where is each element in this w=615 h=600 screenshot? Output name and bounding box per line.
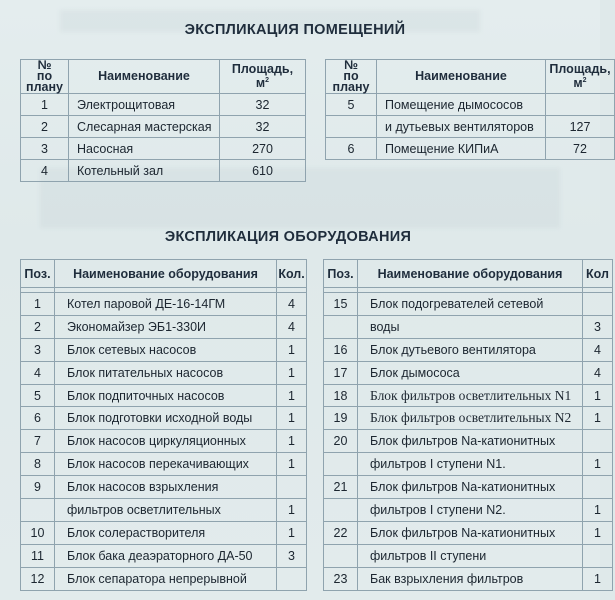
equipment-quantity <box>277 476 307 499</box>
equipment-quantity: 1 <box>583 407 613 430</box>
table-row <box>324 315 613 338</box>
equipment-position: 15 <box>324 293 358 316</box>
room-number: 4 <box>21 160 69 182</box>
room-name: Котельный зал <box>69 160 220 182</box>
room-number: 6 <box>326 138 377 160</box>
equipment-name: Блок питательных насосов <box>55 361 277 384</box>
table-row <box>21 293 307 316</box>
equipment-name: Блок подогревателей сетевой <box>358 293 583 316</box>
equipment-position <box>324 453 358 476</box>
equipment-position: 12 <box>21 567 55 590</box>
equipment-name: Блок фильтров Na-катионитных <box>358 476 583 499</box>
table-row <box>324 430 613 453</box>
room-name: Слесарная мастерская <box>69 116 220 138</box>
equipment-quantity: 1 <box>277 430 307 453</box>
equipment-position: 19 <box>324 407 358 430</box>
equipment-position <box>21 499 55 522</box>
equipment-name: Блок дымососа <box>358 361 583 384</box>
room-number <box>326 116 377 138</box>
table-row <box>324 499 613 522</box>
equipment-position: 5 <box>21 384 55 407</box>
table-header-row <box>21 260 307 288</box>
room-area: 270 <box>220 138 306 160</box>
equipment-position <box>324 499 358 522</box>
table-header-row <box>326 60 615 94</box>
table-row <box>21 430 307 453</box>
equipment-position: 6 <box>21 407 55 430</box>
room-name: и дутьевых вентиляторов <box>377 116 546 138</box>
room-area: 32 <box>220 116 306 138</box>
equipment-quantity: 1 <box>277 499 307 522</box>
equipment-position: 23 <box>324 567 358 590</box>
equipment-quantity: 3 <box>583 315 613 338</box>
room-name: Электрощитовая <box>69 94 220 116</box>
equipment-name: фильтров II ступени <box>358 544 583 567</box>
equipment-position: 18 <box>324 384 358 407</box>
table-row <box>324 453 613 476</box>
equipment-position: 3 <box>21 338 55 361</box>
equipment-name: Блок фильтров осветлительных N1 <box>358 384 583 407</box>
equipment-title: ЭКСПЛИКАЦИЯ ОБОРУДОВАНИЯ <box>164 229 412 245</box>
equipment-quantity: 1 <box>583 384 613 407</box>
equipment-position: 2 <box>21 315 55 338</box>
table-row <box>21 94 306 116</box>
equipment-table-right <box>323 259 613 591</box>
equipment-quantity <box>583 293 613 316</box>
num-header: № по плану <box>326 60 377 94</box>
equipment-quantity: 1 <box>277 453 307 476</box>
equipment-name: Блок фильтров Na-катионитных <box>358 430 583 453</box>
equipment-table-left <box>20 259 307 591</box>
equipment-position: 9 <box>21 476 55 499</box>
table-row <box>324 338 613 361</box>
num-header: № по плану <box>21 60 69 94</box>
equipment-name: Блок бака деаэраторного ДА-50 <box>55 544 277 567</box>
table-row <box>324 361 613 384</box>
equipment-quantity <box>583 476 613 499</box>
table-row <box>326 138 615 160</box>
room-number: 2 <box>21 116 69 138</box>
table-row <box>21 453 307 476</box>
table-row <box>324 384 613 407</box>
table-row <box>21 499 307 522</box>
equipment-name: Экономайзер ЭБ1-330И <box>55 315 277 338</box>
room-name: Насосная <box>69 138 220 160</box>
equipment-name: Блок насосов взрыхления <box>55 476 277 499</box>
table-row <box>21 384 307 407</box>
equipment-position: 7 <box>21 430 55 453</box>
room-number: 5 <box>326 94 377 116</box>
table-row <box>326 116 615 138</box>
equipment-quantity <box>583 430 613 453</box>
table-row <box>21 567 307 590</box>
equipment-position: 8 <box>21 453 55 476</box>
equipment-quantity: 1 <box>583 453 613 476</box>
equipment-quantity: 1 <box>277 361 307 384</box>
table-row <box>324 476 613 499</box>
equipment-quantity: 1 <box>583 521 613 544</box>
equipment-quantity: 4 <box>277 315 307 338</box>
qty-header: Кол <box>583 260 613 288</box>
table-row <box>326 94 615 116</box>
table-row <box>21 521 307 544</box>
equipment-position <box>324 315 358 338</box>
rooms-title: ЭКСПЛИКАЦИЯ ПОМЕЩЕНИЙ <box>184 22 406 38</box>
rooms-table-left <box>20 59 306 182</box>
equipment-quantity: 1 <box>583 499 613 522</box>
equipment-name: Блок насосов перекачивающих <box>55 453 277 476</box>
room-name: Помещение дымососов <box>377 94 546 116</box>
equipment-position: 1 <box>21 293 55 316</box>
equipment-position: 17 <box>324 361 358 384</box>
table-row <box>324 293 613 316</box>
name-header: Наименование <box>377 60 546 94</box>
pos-header: Поз. <box>21 260 55 288</box>
table-row <box>324 544 613 567</box>
equipment-name: Блок подпиточных насосов <box>55 384 277 407</box>
qty-header: Кол. <box>277 260 307 288</box>
equipment-quantity: 1 <box>277 521 307 544</box>
name-header: Наименование <box>69 60 220 94</box>
name-header: Наименование оборудования <box>55 260 277 288</box>
table-row <box>21 315 307 338</box>
equipment-name: фильтров I ступени N2. <box>358 499 583 522</box>
room-name: Помещение КИПиА <box>377 138 546 160</box>
room-number: 3 <box>21 138 69 160</box>
equipment-name: Бак взрыхления фильтров <box>358 567 583 590</box>
pos-header: Поз. <box>324 260 358 288</box>
table-row <box>21 361 307 384</box>
room-number: 1 <box>21 94 69 116</box>
equipment-name: Блок сепаратора непрерывной <box>55 567 277 590</box>
area-header: Площадь, $м^2$ <box>546 60 615 94</box>
equipment-name: Блок фильтров Na-катионитных <box>358 521 583 544</box>
table-header-row <box>324 260 613 288</box>
room-area <box>546 94 615 116</box>
table-header-row <box>21 60 306 94</box>
equipment-quantity: 1 <box>277 407 307 430</box>
equipment-name: Котел паровой ДЕ-16-14ГМ <box>55 293 277 316</box>
equipment-quantity: 1 <box>583 567 613 590</box>
equipment-position: 4 <box>21 361 55 384</box>
room-area: 610 <box>220 160 306 182</box>
equipment-position: 20 <box>324 430 358 453</box>
equipment-name: Блок подготовки исходной воды <box>55 407 277 430</box>
equipment-name: Блок солерастворителя <box>55 521 277 544</box>
equipment-name: фильтров осветлительных <box>55 499 277 522</box>
room-area: 127 <box>546 116 615 138</box>
table-row <box>21 544 307 567</box>
table-row <box>21 160 306 182</box>
equipment-position: 10 <box>21 521 55 544</box>
equipment-name: Блок фильтров осветлительных N2 <box>358 407 583 430</box>
table-row <box>21 407 307 430</box>
equipment-quantity: 1 <box>277 384 307 407</box>
table-row <box>324 567 613 590</box>
equipment-quantity <box>583 544 613 567</box>
equipment-position: 22 <box>324 521 358 544</box>
equipment-position: 16 <box>324 338 358 361</box>
equipment-quantity: 3 <box>277 544 307 567</box>
equipment-position: 11 <box>21 544 55 567</box>
table-row <box>324 407 613 430</box>
equipment-quantity: 4 <box>277 293 307 316</box>
area-header: Площадь, $м^2$ <box>220 60 306 94</box>
equipment-quantity: 4 <box>583 361 613 384</box>
equipment-name: Блок насосов циркуляционных <box>55 430 277 453</box>
table-row <box>21 476 307 499</box>
rooms-table-right <box>325 59 615 160</box>
equipment-quantity: 4 <box>583 338 613 361</box>
room-area: 72 <box>546 138 615 160</box>
equipment-name: воды <box>358 315 583 338</box>
table-row <box>324 521 613 544</box>
equipment-position <box>324 544 358 567</box>
equipment-quantity: 1 <box>277 338 307 361</box>
equipment-quantity <box>277 567 307 590</box>
equipment-name: фильтров I ступени N1. <box>358 453 583 476</box>
table-row <box>21 338 307 361</box>
name-header: Наименование оборудования <box>358 260 583 288</box>
equipment-name: Блок сетевых насосов <box>55 338 277 361</box>
table-row <box>21 116 306 138</box>
equipment-name: Блок дутьевого вентилятора <box>358 338 583 361</box>
table-row <box>21 138 306 160</box>
equipment-position: 21 <box>324 476 358 499</box>
room-area: 32 <box>220 94 306 116</box>
